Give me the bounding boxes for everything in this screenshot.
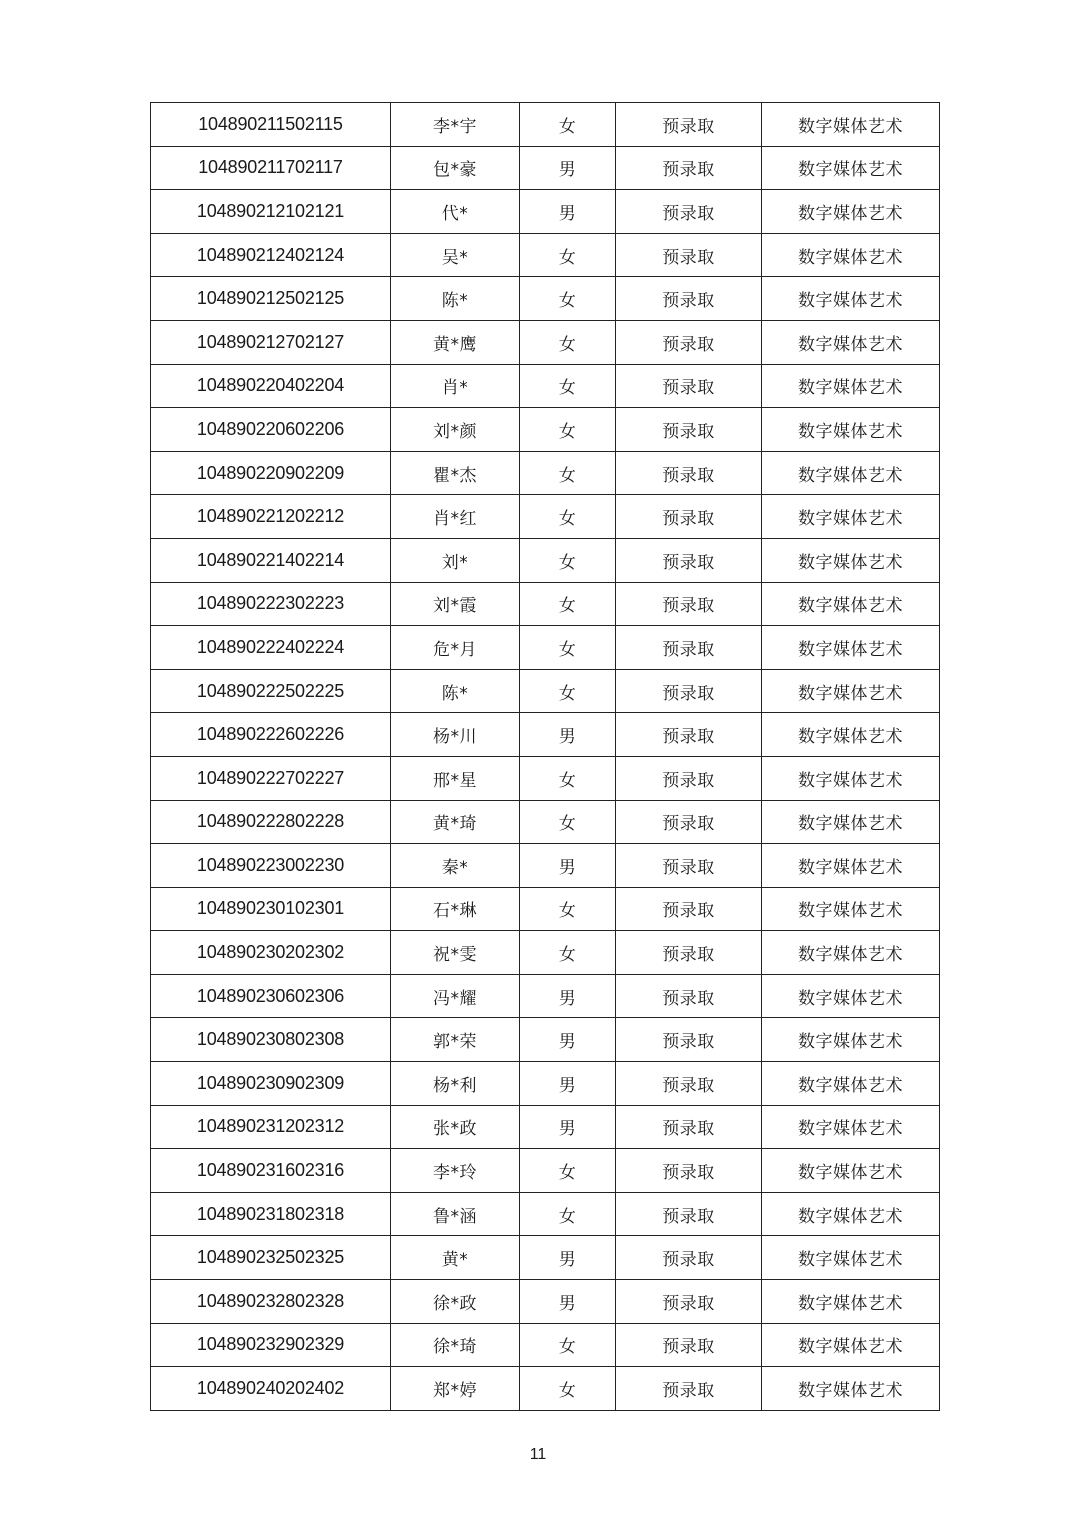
applicant-name-cell: 李*玲 [391,1149,520,1193]
major-cell: 数字媒体艺术 [762,669,940,713]
major-cell: 数字媒体艺术 [762,103,940,147]
applicant-gender-cell: 女 [520,277,616,321]
applicant-gender-cell: 女 [520,103,616,147]
applicant-name-cell: 杨*利 [391,1062,520,1106]
major-cell: 数字媒体艺术 [762,756,940,800]
applicant-name-cell: 张*政 [391,1105,520,1149]
applicant-gender-cell: 女 [520,1323,616,1367]
major-cell: 数字媒体艺术 [762,887,940,931]
major-cell: 数字媒体艺术 [762,844,940,888]
major-cell: 数字媒体艺术 [762,277,940,321]
applicant-name-cell: 黄*琦 [391,800,520,844]
applicant-name-cell: 李*宇 [391,103,520,147]
applicant-name-cell: 包*豪 [391,146,520,190]
applicant-id-cell: 104890212702127 [151,320,391,364]
applicant-id-cell: 104890212102121 [151,190,391,234]
admission-status-cell: 预录取 [616,1149,762,1193]
applicant-name-cell: 秦* [391,844,520,888]
admission-status-cell: 预录取 [616,1367,762,1411]
applicant-gender-cell: 女 [520,800,616,844]
applicant-gender-cell: 女 [520,669,616,713]
major-cell: 数字媒体艺术 [762,1105,940,1149]
admission-status-cell: 预录取 [616,190,762,234]
applicant-gender-cell: 女 [520,408,616,452]
major-cell: 数字媒体艺术 [762,451,940,495]
table-row [151,844,940,888]
applicant-name-cell: 代* [391,190,520,234]
major-cell: 数字媒体艺术 [762,800,940,844]
applicant-name-cell: 黄*鹰 [391,320,520,364]
admission-status-cell: 预录取 [616,713,762,757]
table-row [151,451,940,495]
applicant-id-cell: 104890211502115 [151,103,391,147]
admission-status-cell: 预录取 [616,756,762,800]
table-row [151,713,940,757]
admission-status-cell: 预录取 [616,844,762,888]
applicant-id-cell: 104890222702227 [151,756,391,800]
table-row [151,1149,940,1193]
major-cell: 数字媒体艺术 [762,1149,940,1193]
admission-status-cell: 预录取 [616,931,762,975]
admission-status-cell: 预录取 [616,146,762,190]
table-row [151,495,940,539]
admission-status-cell: 预录取 [616,233,762,277]
applicant-id-cell: 104890232502325 [151,1236,391,1280]
applicant-name-cell: 吴* [391,233,520,277]
applicant-gender-cell: 女 [520,495,616,539]
applicant-name-cell: 郭*荣 [391,1018,520,1062]
table-row [151,582,940,626]
applicant-gender-cell: 女 [520,756,616,800]
page-number: 11 [529,1446,547,1463]
major-cell: 数字媒体艺术 [762,190,940,234]
applicant-name-cell: 危*月 [391,626,520,670]
table-row [151,277,940,321]
table-row [151,1062,940,1106]
table-row [151,538,940,582]
applicant-gender-cell: 男 [520,1062,616,1106]
table-row [151,364,940,408]
applicant-id-cell: 104890211702117 [151,146,391,190]
applicant-id-cell: 104890222802228 [151,800,391,844]
applicant-gender-cell: 男 [520,1018,616,1062]
admission-status-cell: 预录取 [616,538,762,582]
applicant-id-cell: 104890230102301 [151,887,391,931]
major-cell: 数字媒体艺术 [762,1062,940,1106]
applicant-id-cell: 104890231602316 [151,1149,391,1193]
applicant-gender-cell: 女 [520,451,616,495]
admission-status-cell: 预录取 [616,408,762,452]
admission-status-cell: 预录取 [616,582,762,626]
applicant-id-cell: 104890221202212 [151,495,391,539]
table-row [151,1367,940,1411]
applicant-name-cell: 瞿*杰 [391,451,520,495]
applicant-name-cell: 刘*颜 [391,408,520,452]
major-cell: 数字媒体艺术 [762,713,940,757]
applicant-name-cell: 刘* [391,538,520,582]
major-cell: 数字媒体艺术 [762,626,940,670]
table-row [151,1192,940,1236]
table-row [151,146,940,190]
major-cell: 数字媒体艺术 [762,1280,940,1324]
admission-status-cell: 预录取 [616,800,762,844]
table-row [151,800,940,844]
table-row [151,1105,940,1149]
applicant-gender-cell: 女 [520,233,616,277]
applicant-id-cell: 104890220602206 [151,408,391,452]
major-cell: 数字媒体艺术 [762,1323,940,1367]
major-cell: 数字媒体艺术 [762,495,940,539]
table-row [151,669,940,713]
major-cell: 数字媒体艺术 [762,1192,940,1236]
applicant-name-cell: 杨*川 [391,713,520,757]
applicant-gender-cell: 男 [520,844,616,888]
admission-status-cell: 预录取 [616,669,762,713]
applicant-id-cell: 104890220902209 [151,451,391,495]
table-row [151,103,940,147]
applicant-name-cell: 祝*雯 [391,931,520,975]
major-cell: 数字媒体艺术 [762,364,940,408]
applicant-gender-cell: 男 [520,146,616,190]
major-cell: 数字媒体艺术 [762,931,940,975]
applicant-id-cell: 104890231202312 [151,1105,391,1149]
admission-status-cell: 预录取 [616,974,762,1018]
admission-status-cell: 预录取 [616,1018,762,1062]
applicant-gender-cell: 女 [520,931,616,975]
table-row [151,1018,940,1062]
applicant-id-cell: 104890212402124 [151,233,391,277]
applicant-name-cell: 石*琳 [391,887,520,931]
table-row [151,626,940,670]
applicant-gender-cell: 男 [520,1236,616,1280]
applicant-id-cell: 104890212502125 [151,277,391,321]
admission-status-cell: 预录取 [616,1105,762,1149]
major-cell: 数字媒体艺术 [762,146,940,190]
admission-status-cell: 预录取 [616,364,762,408]
admission-status-cell: 预录取 [616,1280,762,1324]
applicant-gender-cell: 男 [520,1280,616,1324]
applicant-name-cell: 鲁*涵 [391,1192,520,1236]
admission-status-cell: 预录取 [616,320,762,364]
major-cell: 数字媒体艺术 [762,233,940,277]
table-row [151,190,940,234]
major-cell: 数字媒体艺术 [762,582,940,626]
table-row [151,1236,940,1280]
applicant-id-cell: 104890221402214 [151,538,391,582]
table-row [151,1323,940,1367]
major-cell: 数字媒体艺术 [762,1236,940,1280]
applicant-gender-cell: 女 [520,1192,616,1236]
applicant-name-cell: 冯*耀 [391,974,520,1018]
admission-status-cell: 预录取 [616,1062,762,1106]
applicant-id-cell: 104890222602226 [151,713,391,757]
admission-table [150,102,940,1411]
applicant-name-cell: 肖* [391,364,520,408]
applicant-gender-cell: 女 [520,1149,616,1193]
admission-table-body [151,103,940,1411]
admission-status-cell: 预录取 [616,495,762,539]
applicant-name-cell: 邢*星 [391,756,520,800]
applicant-name-cell: 刘*霞 [391,582,520,626]
applicant-gender-cell: 男 [520,1105,616,1149]
admission-status-cell: 预录取 [616,1323,762,1367]
admission-status-cell: 预录取 [616,277,762,321]
applicant-gender-cell: 男 [520,974,616,1018]
table-row [151,931,940,975]
applicant-name-cell: 陈* [391,277,520,321]
applicant-name-cell: 黄* [391,1236,520,1280]
table-row [151,320,940,364]
applicant-name-cell: 郑*婷 [391,1367,520,1411]
applicant-name-cell: 肖*红 [391,495,520,539]
admission-status-cell: 预录取 [616,626,762,670]
table-row [151,1280,940,1324]
table-row [151,756,940,800]
admission-status-cell: 预录取 [616,451,762,495]
applicant-name-cell: 徐*政 [391,1280,520,1324]
applicant-id-cell: 104890230602306 [151,974,391,1018]
applicant-gender-cell: 男 [520,190,616,234]
applicant-gender-cell: 女 [520,887,616,931]
major-cell: 数字媒体艺术 [762,320,940,364]
applicant-id-cell: 104890232902329 [151,1323,391,1367]
applicant-id-cell: 104890240202402 [151,1367,391,1411]
major-cell: 数字媒体艺术 [762,974,940,1018]
applicant-id-cell: 104890220402204 [151,364,391,408]
applicant-gender-cell: 女 [520,626,616,670]
applicant-id-cell: 104890222402224 [151,626,391,670]
applicant-id-cell: 104890222302223 [151,582,391,626]
applicant-id-cell: 104890230802308 [151,1018,391,1062]
admission-status-cell: 预录取 [616,1236,762,1280]
applicant-id-cell: 104890222502225 [151,669,391,713]
table-row [151,887,940,931]
admission-status-cell: 预录取 [616,1192,762,1236]
applicant-id-cell: 104890231802318 [151,1192,391,1236]
applicant-id-cell: 104890223002230 [151,844,391,888]
major-cell: 数字媒体艺术 [762,1367,940,1411]
applicant-name-cell: 陈* [391,669,520,713]
admission-status-cell: 预录取 [616,103,762,147]
applicant-gender-cell: 女 [520,1367,616,1411]
applicant-gender-cell: 女 [520,538,616,582]
table-row [151,974,940,1018]
applicant-id-cell: 104890230902309 [151,1062,391,1106]
major-cell: 数字媒体艺术 [762,538,940,582]
applicant-name-cell: 徐*琦 [391,1323,520,1367]
applicant-gender-cell: 女 [520,364,616,408]
major-cell: 数字媒体艺术 [762,408,940,452]
table-row [151,233,940,277]
table-row [151,408,940,452]
major-cell: 数字媒体艺术 [762,1018,940,1062]
applicant-gender-cell: 女 [520,320,616,364]
admission-status-cell: 预录取 [616,887,762,931]
applicant-gender-cell: 男 [520,713,616,757]
applicant-id-cell: 104890232802328 [151,1280,391,1324]
applicant-id-cell: 104890230202302 [151,931,391,975]
applicant-gender-cell: 女 [520,582,616,626]
